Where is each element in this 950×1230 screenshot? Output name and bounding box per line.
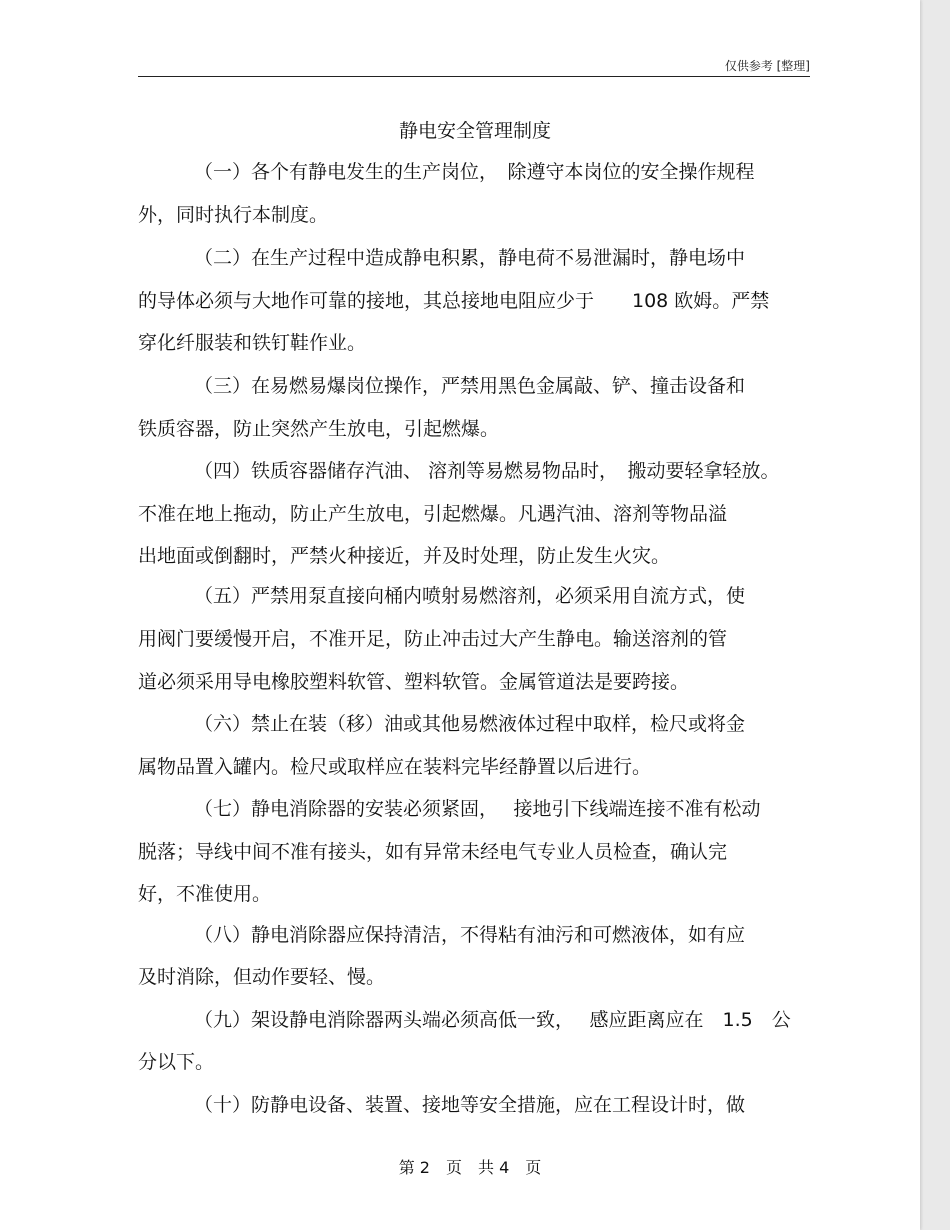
paragraph-line: 穿化纤服装和铁钉鞋作业。 — [138, 332, 367, 354]
paragraph-line: 的导体必须与大地作可靠的接地，其总接地电阻应少于 108 欧姆。严禁 — [138, 290, 770, 312]
paragraph-line: 脱落；导线中间不准有接头，如有异常未经电气专业人员检查，确认完 — [138, 841, 728, 863]
header-note: 仅供参考 [整理] — [724, 59, 810, 73]
paragraph-line: （六）禁止在装（移）油或其他易燃液体过程中取样，检尺或将金 — [194, 713, 746, 735]
paragraph-line: （八）静电消除器应保持清洁，不得粘有油污和可燃液体，如有应 — [194, 924, 746, 946]
paragraph-line: 用阀门要缓慢开启，不准开足，防止冲击过大产生静电。输送溶剂的管 — [138, 628, 728, 650]
paragraph-line: 分以下。 — [138, 1051, 215, 1073]
paragraph-line: （九）架设静电消除器两头端必须高低一致， 感应距离应在 1.5 公 — [194, 1009, 791, 1031]
paragraph-line: （四）铁质容器储存汽油、 溶剂等易燃易物品时， 搬动要轻拿轻放。 — [194, 460, 780, 482]
paragraph-line: 不准在地上拖动，防止产生放电，引起燃爆。凡遇汽油、溶剂等物品溢 — [138, 503, 728, 525]
header-divider — [138, 76, 810, 77]
paragraph-line: 出地面或倒翻时，严禁火种接近，并及时处理，防止发生火灾。 — [138, 545, 671, 567]
document-title: 静电安全管理制度 — [398, 120, 551, 142]
paragraph-line: （十）防静电设备、装置、接地等安全措施，应在工程设计时，做 — [194, 1094, 746, 1116]
paragraph-line: 外，同时执行本制度。 — [138, 204, 329, 226]
paragraph-line: （一）各个有静电发生的生产岗位， 除遵守本岗位的安全操作规程 — [194, 161, 755, 183]
paragraph-line: （七）静电消除器的安装必须紧固， 接地引下线端连接不准有松动 — [194, 798, 761, 820]
paragraph-line: 及时消除，但动作要轻、慢。 — [138, 966, 386, 988]
page-number: 第 2 页 共 4 页 — [398, 1158, 542, 1177]
paragraph-line: （五）严禁用泵直接向桶内喷射易燃溶剂，必须采用自流方式，使 — [194, 585, 746, 607]
paragraph-line: （三）在易燃易爆岗位操作，严禁用黑色金属敲、铲、撞击设备和 — [194, 375, 746, 397]
paragraph-line: 道必须采用导电橡胶塑料软管、塑料软管。金属管道法是要跨接。 — [138, 671, 690, 693]
paragraph-line: 铁质容器，防止突然产生放电，引起燃爆。 — [138, 418, 500, 440]
paragraph-line: （二）在生产过程中造成静电积累，静电荷不易泄漏时，静电场中 — [194, 247, 746, 269]
paragraph-line: 属物品置入罐内。检尺或取样应在装料完毕经静置以后进行。 — [138, 756, 652, 778]
paragraph-line: 好，不准使用。 — [138, 883, 272, 905]
